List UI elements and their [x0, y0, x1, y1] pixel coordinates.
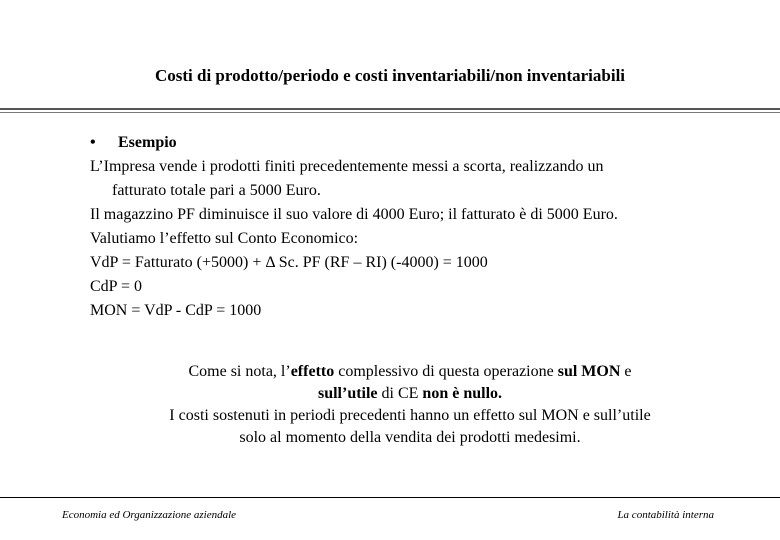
valutiamo-line: Valutiamo l’effetto sul Conto Economico: — [90, 230, 359, 247]
title-divider-thin — [0, 112, 780, 113]
bullet-label: Esempio — [118, 134, 177, 151]
note-emphasis: sul MON — [557, 363, 621, 380]
note-text: complessivo di questa operazione — [334, 363, 558, 380]
note-emphasis: sull’utile — [317, 385, 378, 402]
magazzino-line: Il magazzino PF diminuisce il suo valore di 4000 Euro; il fatturato è di 5000 Euro. — [90, 206, 618, 223]
title-divider — [0, 108, 780, 110]
footer-course: Economia ed Organizzazione aziendale — [62, 509, 237, 521]
note-text: e — [620, 363, 632, 380]
footer-divider — [0, 497, 780, 498]
bullet-icon: • — [90, 134, 96, 151]
footer-topic: La contabilità interna — [617, 509, 714, 521]
note-text: di CE — [377, 385, 423, 402]
note-text: Come si nota, l’ — [188, 363, 291, 380]
slide-title: Costi di prodotto/periodo e costi inventariabili/non inventariabili — [154, 66, 626, 85]
note-line-3: I costi sostenuti in periodi precedenti hanno un effetto sul MON e sull’utile — [169, 407, 651, 424]
note-line-2 — [80, 383, 740, 405]
note-line-4: solo al momento della vendita dei prodotti medesimi. — [239, 429, 581, 446]
intro-line-2: fatturato totale pari a 5000 Euro. — [112, 182, 321, 199]
cdp-formula: CdP = 0 — [90, 278, 142, 295]
mon-formula: MON = VdP - CdP = 1000 — [90, 302, 262, 319]
conclusion-note — [80, 361, 740, 449]
note-emphasis: non è nullo. — [422, 385, 503, 402]
vdp-formula: VdP = Fatturato (+5000) + Δ Sc. PF (RF – RI) (-4000) = 1000 — [90, 254, 488, 271]
bullet-item — [90, 131, 750, 155]
intro-line-1: L’Impresa vende i prodotti finiti precedentemente messi a scorta, realizzando un — [90, 158, 604, 175]
note-emphasis: effetto — [290, 363, 335, 380]
note-line-1 — [80, 361, 740, 383]
slide-body — [90, 131, 750, 323]
